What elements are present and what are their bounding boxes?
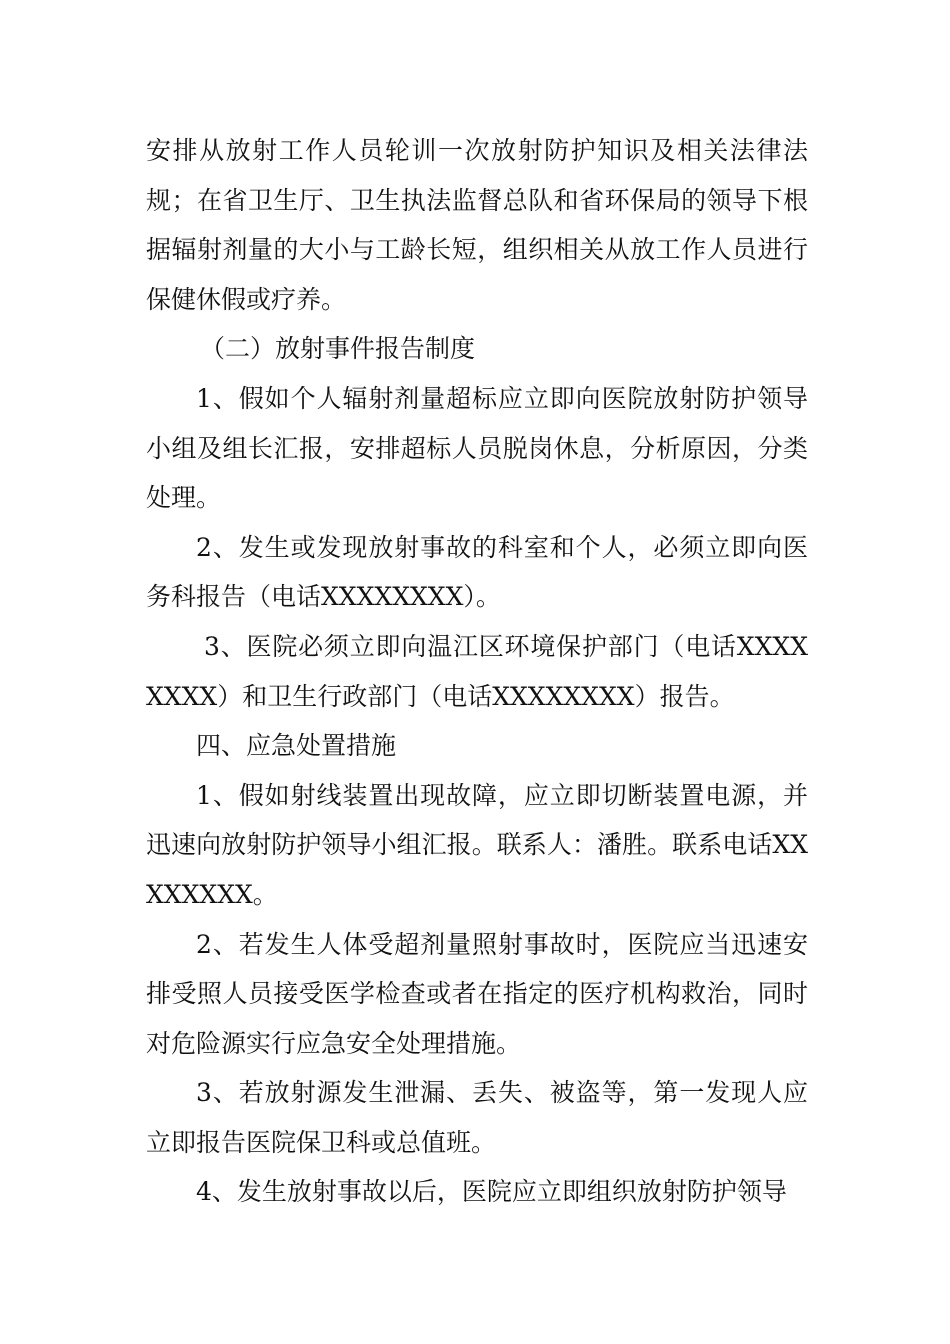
paragraph-training: 安排从放射工作人员轮训一次放射防护知识及相关法律法规；在省卫生厅、卫生执法监督总队和省环保局的领导下根据辐射剂量的大小与工龄长短，组织相关从放工作人员进行保健休假或疗养。 bbox=[146, 136, 808, 314]
section-heading-incident-report: （二）放射事件报告制度 bbox=[200, 334, 476, 364]
document-body bbox=[146, 126, 808, 1217]
paragraph-report-item-2: 2、发生或发现放射事故的科室和个人，必须立即向医务科报告（电话XXXXXXXX）。 bbox=[146, 532, 808, 612]
section-heading-emergency: 四、应急处置措施 bbox=[196, 731, 397, 761]
paragraph-emergency-item-1: 1、假如射线装置出现故障，应立即切断装置电源，并迅速向放射防护领导小组汇报。联系人：潘胜。联系电话XXXXXXXX。 bbox=[146, 780, 808, 909]
paragraph-emergency-item-3: 3、若放射源发生泄漏、丢失、被盗等，第一发现人应立即报告医院保卫科或总值班。 bbox=[146, 1078, 808, 1157]
paragraph-report-item-1: 1、假如个人辐射剂量超标应立即向医院放射防护领导小组及组长汇报，安排超标人员脱岗休息，分析原因，分类处理。 bbox=[146, 383, 808, 513]
paragraph-emergency-item-2: 2、若发生人体受超剂量照射事故时，医院应当迅速安排受照人员接受医学检查或者在指定的医疗机构救治，同时对危险源实行应急安全处理措施。 bbox=[146, 929, 808, 1058]
paragraph-emergency-item-4: 4、发生放射事故以后，医院应立即组织放射防护领导 bbox=[196, 1177, 787, 1207]
paragraph-report-item-3: 3、医院必须立即向温江区环境保护部门（电话XXXXXXXX）和卫生行政部门（电话XXXXXXXX）报告。 bbox=[146, 631, 808, 711]
